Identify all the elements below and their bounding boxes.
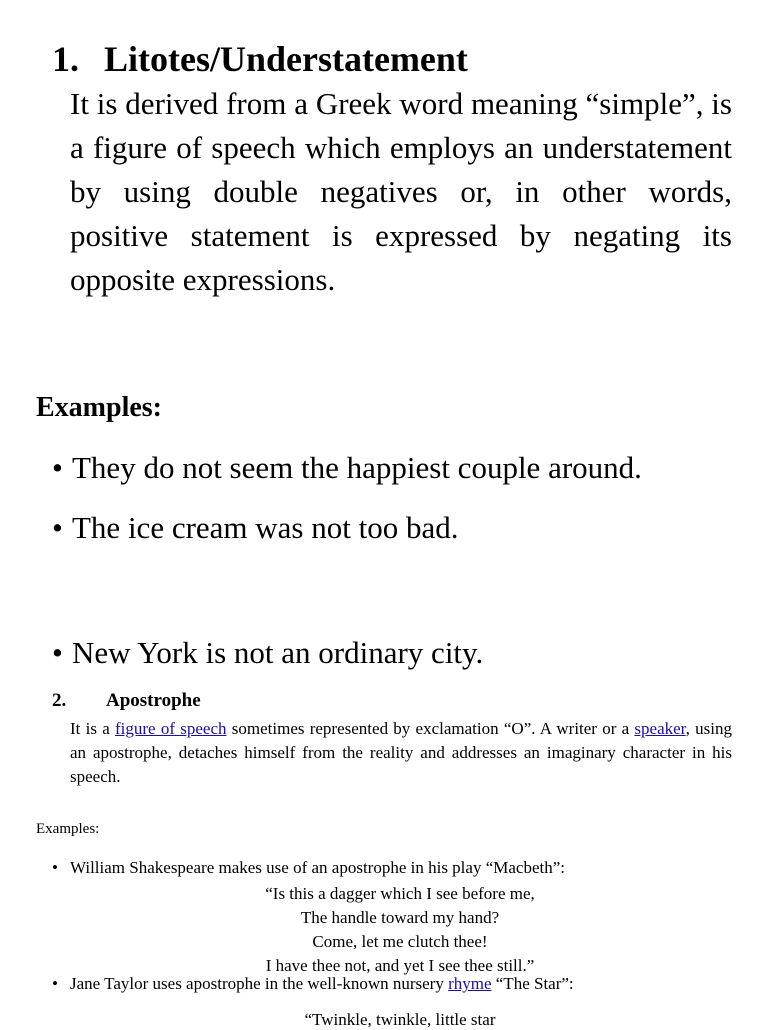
section-1-examples-label: Examples:: [36, 392, 162, 423]
bullet-icon: •: [52, 450, 63, 485]
poem-line: “Twinkle, twinkle, little star: [304, 1010, 496, 1029]
bullet-icon: •: [52, 858, 58, 877]
section-2-examples-label: Examples:: [36, 821, 100, 837]
poem-line: The handle toward my hand?: [300, 908, 500, 927]
section-1-title: Litotes/Understatement: [104, 39, 468, 79]
section-2-paragraph: [70, 717, 732, 789]
example-item: [52, 510, 459, 546]
example-item: [52, 450, 642, 486]
example-text: They do not seem the happiest couple around.: [72, 450, 642, 485]
example-item: [52, 635, 483, 671]
paragraph-text: sometimes represented by exclamation “O”. A writer or a: [226, 719, 635, 738]
example-text: “The Star”:: [491, 974, 574, 993]
example-text: New York is not an ordinary city.: [72, 635, 484, 670]
bullet-icon: •: [52, 974, 58, 993]
poem-line: “Is this a dagger which I see before me,: [265, 884, 535, 903]
paragraph-text: , using an apostrophe, detaches himself from the reality and addresses an imaginary character in his speech.: [70, 719, 732, 786]
section-1-heading: [52, 38, 468, 80]
section-1-paragraph: It is derived from a Greek word meaning “simple”, is a figure of speech which employs an understatement by using double negatives or, in other words, positive statement is expressed by negating its opposite expressions.: [70, 86, 732, 297]
bullet-icon: •: [52, 510, 63, 545]
example-text: Jane Taylor uses apostrophe in the well-known nursery: [70, 974, 449, 993]
paragraph-text: It is a: [70, 719, 116, 738]
figure-of-speech-link[interactable]: figure of speech: [115, 719, 227, 738]
example-text: William Shakespeare makes use of an apostrophe in his play “Macbeth”:: [70, 858, 565, 877]
example-item: [52, 974, 574, 994]
poem-line: I have thee not, and yet I see thee still.”: [265, 956, 535, 975]
bullet-icon: •: [52, 635, 63, 670]
example-item: [52, 858, 565, 878]
example-text: The ice cream was not too bad.: [72, 510, 459, 545]
section-2-heading: [52, 690, 201, 712]
macbeth-quote: [200, 882, 600, 978]
speaker-link[interactable]: speaker: [634, 719, 686, 738]
section-2-number: 2.: [52, 690, 67, 711]
section-2-title: Apostrophe: [106, 690, 201, 711]
section-1-number: 1.: [52, 39, 79, 79]
rhyme-link[interactable]: rhyme: [448, 974, 492, 993]
poem-line: Come, let me clutch thee!: [312, 932, 488, 951]
